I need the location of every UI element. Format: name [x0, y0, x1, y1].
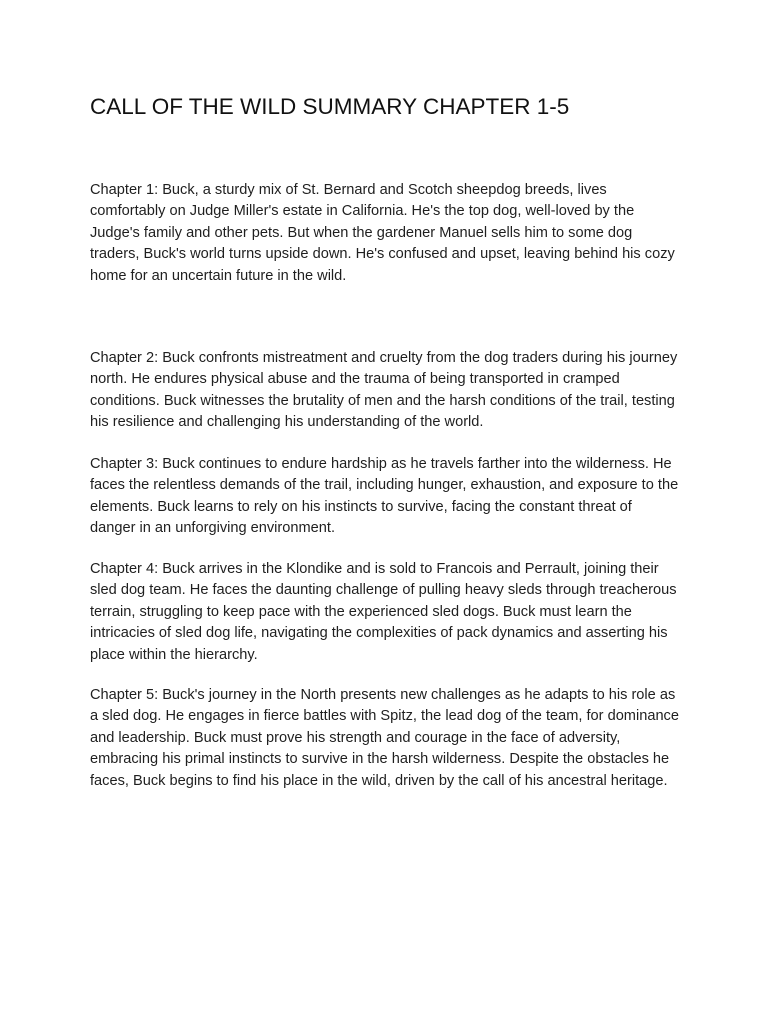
chapter-5-summary: Chapter 5: Buck's journey in the North presents new challenges as he adapts to his role as a sled dog. He engages in fierce battles with Spitz, the lead dog of the team, for dominance and leadership. Buck must prove his strength and courage in the face of adversity, embracing his primal instincts to survive in the harsh wilderness. Despite the obstacles he faces, Buck begins to find his place in the wild, driven by the call of his ancestral heritage. — [90, 687, 679, 789]
chapter-4-summary: Chapter 4: Buck arrives in the Klondike and is sold to Francois and Perrault, joining their sled dog team. He faces the daunting challenge of pulling heavy sleds through treacherous terrain, struggling to keep pace with the experienced sled dogs. Buck must learn the intricacies of sled dog life, navigating the complexities of pack dynamics and asserting his place within the hierarchy. — [90, 561, 677, 663]
chapter-3-summary: Chapter 3: Buck continues to endure hardship as he travels farther into the wilderness. He faces the relentless demands of the trail, including hunger, exhaustion, and exposure to the elements. Buck learns to rely on his instincts to survive, facing the constant threat of danger in an unforgiving environment. — [90, 456, 679, 537]
chapter-2-summary: Chapter 2: Buck confronts mistreatment and cruelty from the dog traders during his journey north. He endures physical abuse and the trauma of being transported in cramped conditions. Buck witnesses the brutality of men and the harsh conditions of the trail, testing his resilience and challenging his understanding of the world. — [90, 350, 678, 431]
document-title: CALL OF THE WILD SUMMARY CHAPTER 1-5 — [90, 94, 570, 119]
chapter-1-summary: Chapter 1: Buck, a sturdy mix of St. Bernard and Scotch sheepdog breeds, lives comfortably on Judge Miller's estate in California. He's the top dog, well-loved by the Judge's family and other pets. But when the gardener Manuel sells him to some dog traders, Buck's world turns upside down. He's confused and upset, leaving behind his cozy home for an uncertain future in the wild. — [90, 182, 675, 284]
